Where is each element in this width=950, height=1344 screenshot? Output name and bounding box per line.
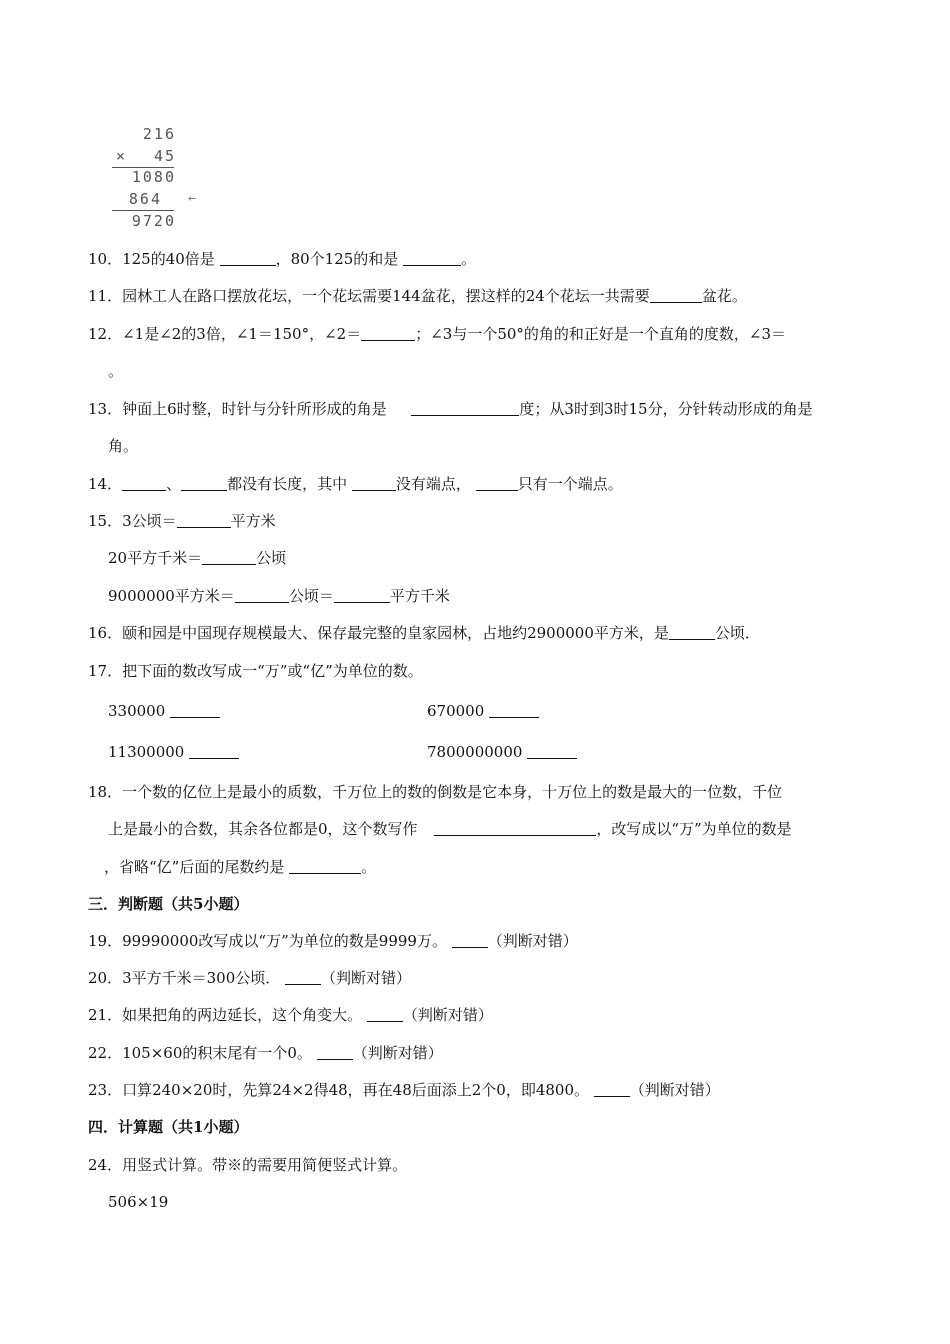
answer-blank[interactable] [411, 400, 519, 416]
product-result: 9720 [131, 212, 176, 230]
arrow-left-icon: ← [188, 191, 196, 206]
section-4-heading: 四．计算题（共1小题） [88, 1118, 249, 1136]
answer-blank[interactable] [177, 512, 231, 528]
answer-blank[interactable] [452, 932, 488, 948]
answer-blank[interactable] [434, 820, 596, 836]
question-17-item-3: 11300000 [108, 742, 239, 762]
section-3-heading: 三．判断题（共5小题） [88, 895, 249, 913]
question-10: 10．125的40倍是 ，80个125的和是 。 [88, 250, 477, 268]
question-12: 12．∠1是∠2的3倍，∠1＝150°，∠2＝ ；∠3与一个50°的角的和正好是一个直角的度数，∠3＝ [88, 325, 787, 343]
answer-blank[interactable] [220, 250, 276, 266]
question-17-item-2: 670000 [427, 701, 539, 721]
question-15-line2: 20平方千米＝ 公顷 [108, 549, 287, 567]
question-18: 18．一个数的亿位上是最小的质数，千万位上的数的倒数是它本身，十万位上的数是最大的一位数，千位 [88, 783, 783, 801]
answer-blank[interactable] [403, 250, 461, 266]
times-sign: × [116, 147, 126, 165]
partial-product-1: 1080 [131, 168, 176, 186]
answer-blank[interactable] [352, 475, 396, 491]
answer-blank[interactable] [367, 1006, 403, 1022]
question-23: 23．口算240×20时，先算24×2得48，再在48后面添上2个0，即4800。 （判断对错） [88, 1081, 720, 1099]
question-18-line2: 上是最小的合数，其余各位都是0，这个数写作 ，改写成以“万”为单位的数是 [108, 820, 792, 838]
question-24-expression: 506×19 [108, 1193, 169, 1211]
question-14: 14． 、 都没有长度，其中 没有端点， 只有一个端点。 [88, 475, 623, 493]
answer-blank[interactable] [489, 702, 539, 718]
partial-product-2: 864 [128, 190, 162, 208]
answer-blank[interactable] [317, 1044, 353, 1060]
answer-blank[interactable] [361, 325, 415, 341]
question-18-line3: ，省略“亿”后面的尾数约是 。 [104, 858, 377, 876]
vertical-multiplication-figure [110, 124, 196, 232]
answer-blank[interactable] [170, 702, 220, 718]
multiplier: 45 [153, 147, 176, 165]
answer-blank[interactable] [650, 287, 702, 303]
question-12-cont: 。 [108, 362, 124, 380]
question-22: 22．105×60的积末尾有一个0。 （判断对错） [88, 1044, 443, 1062]
answer-blank[interactable] [285, 969, 321, 985]
answer-blank[interactable] [181, 475, 227, 491]
question-21: 21．如果把角的两边延长，这个角变大。 （判断对错） [88, 1006, 493, 1024]
answer-blank[interactable] [235, 587, 289, 603]
question-13-cont: 角。 [108, 437, 139, 455]
question-19: 19．99990000改写成以“万”为单位的数是9999万。 （判断对错） [88, 932, 578, 950]
answer-blank[interactable] [476, 475, 518, 491]
question-11: 11．园林工人在路口摆放花坛，一个花坛需要144盆花，摆这样的24个花坛一共需要 盆花。 [88, 287, 747, 305]
answer-blank[interactable] [189, 743, 239, 759]
question-15: 15．3公顷＝ 平方米 [88, 512, 276, 530]
question-17-item-4: 7800000000 [427, 742, 577, 762]
answer-blank[interactable] [527, 743, 577, 759]
question-17-item-1: 330000 [108, 701, 220, 721]
question-16: 16．颐和园是中国现存规模最大、保存最完整的皇家园林，占地约2900000平方米，是 公顷． [88, 624, 760, 642]
answer-blank[interactable] [122, 475, 166, 491]
question-15-line3: 9000000平方米＝ 公顷＝ 平方千米 [108, 587, 450, 605]
answer-blank[interactable] [289, 858, 361, 874]
answer-blank[interactable] [334, 587, 390, 603]
answer-blank[interactable] [594, 1081, 630, 1097]
question-13: 13．钟面上6时整，时针与分针所形成的角是 度；从3时到3时15分，分针转动形成的角是 [88, 400, 813, 418]
question-20: 20．3平方千米＝300公顷． （判断对错） [88, 969, 412, 987]
answer-blank[interactable] [669, 624, 715, 640]
question-24: 24．用竖式计算。带※的需要用简便竖式计算。 [88, 1156, 408, 1174]
answer-blank[interactable] [202, 549, 256, 565]
question-17: 17．把下面的数改写成一“万”或“亿”为单位的数。 [88, 662, 423, 680]
multiplicand: 216 [142, 125, 176, 143]
